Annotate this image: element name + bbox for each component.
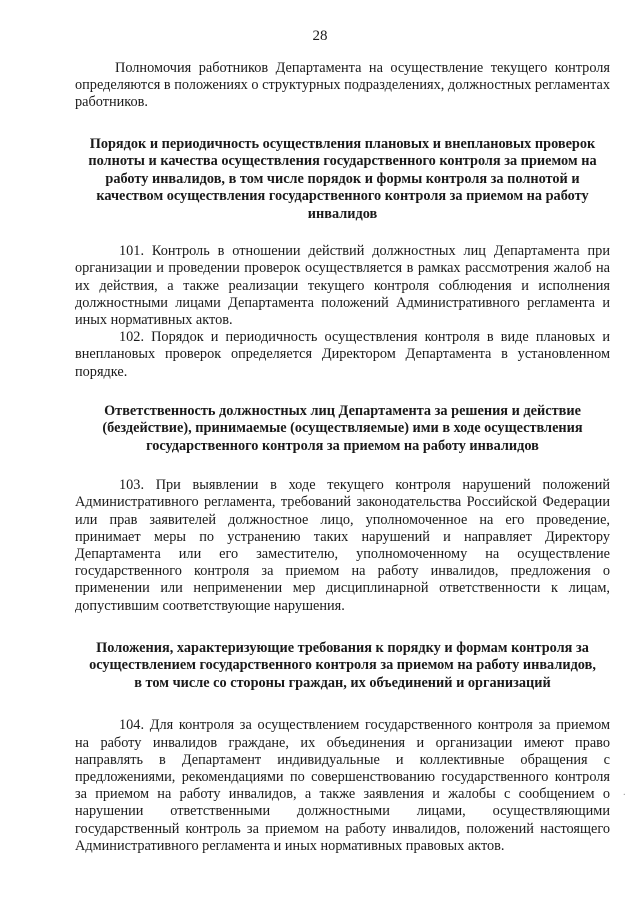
section-heading-responsibility: Ответственность должностных лиц Департамента за решения и действие (бездействие), принимаемые (осуществляемые) ими в ходе осуществления государственного контроля за приемом на работу инвалидов [102, 402, 583, 454]
section-heading-inspections: Порядок и периодичность осуществления плановых и внеплановых проверок полноты и качества осуществления государственного контроля за приемом на работу инвалидов, в том числе порядок и формы контроля за полнотой и качеством осуществления государственного контроля за приемом на работу инвалидов [88, 135, 597, 222]
intro-paragraph: Полномочия работников Департамента на осуществление текущего контроля определяются в положениях о структурных подразделениях, должностных регламентах работников. [75, 60, 610, 111]
page-content [75, 60, 610, 855]
page-number: 28 [312, 28, 328, 44]
section-heading-public-control: Положения, характеризующие требования к порядку и формам контроля за осуществлением государственного контроля за приемом на работу инвалидов, в том числе со стороны граждан, их объединений и организаций [89, 639, 596, 691]
paragraph-104: 104. Для контроля за осуществлением государственного контроля за приемом на работу инвалидов граждане, их объединения и организации имеют право направлять в Департамент индивидуальные и коллективные обращения с предложениями, рекомендациями по совершенствованию государственного контроля за приемом на работу инвалидов, а также заявления и жалобы с сообщением о нарушении ответственными должностными лицами, осуществляющими государственный контроль за приемом на работу инвалидов, положений настоящего Административного регламента и иных нормативных правовых актов. [75, 717, 610, 854]
paragraph-103: 103. При выявлении в ходе текущего контроля нарушений положений Административного регламента, требований законодательства Российской Федерации или прав заявителей должностное лицо, уполномоченное на его проведение, принимает меры по устранению таких нарушений и направляет Директору Департамента или его заместителю, уполномоченному на осуществление государственного контроля за приемом на работу инвалидов, предложения о применении или неприменении мер дисциплинарной ответственности к лицам, допустившим соответствующие нарушения. [75, 477, 610, 614]
paragraph-102: 102. Порядок и периодичность осуществления контроля в виде плановых и внеплановых проверок определяется Директором Департамента в установленном порядке. [75, 329, 610, 380]
scan-speck: · [622, 790, 626, 801]
paragraph-101: 101. Контроль в отношении действий должностных лиц Департамента при организации и проведении проверок осуществляется в рамках рассмотрения жалоб на их действия, а также реализации текущего контроля соблюдения и исполнения должностными лицами Департамента положений Административного регламента и иных нормативных актов. [75, 243, 610, 328]
